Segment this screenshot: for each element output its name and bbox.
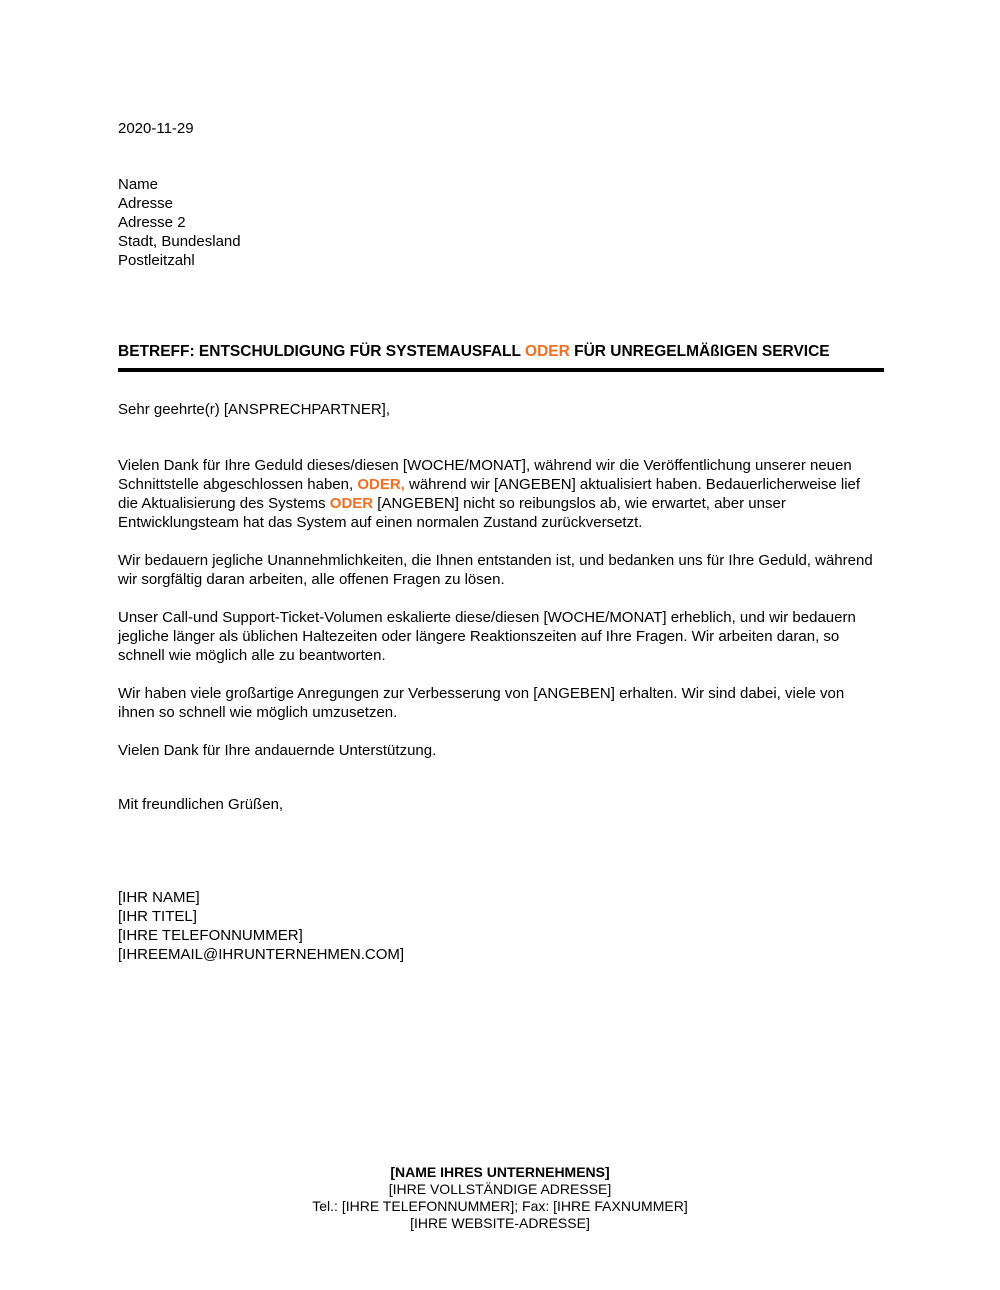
footer-phone-fax: Tel.: [IHRE TELEFONNUMMER]; Fax: [IHRE FAXNUMMER] (312, 1198, 688, 1214)
subject-line (118, 342, 884, 372)
text-segment: Wir bedauern jegliche Unannehmlichkeiten, die Ihnen entstanden ist, und bedanken uns für Ihre Geduld, während wir sorgfältig daran arbeiten, alle offenen Fragen zu lösen. (118, 552, 873, 588)
paragraph-3 (118, 608, 884, 665)
highlighted-text: ODER (329, 495, 374, 512)
text-segment: Unser Call-und Support-Ticket-Volumen eskalierte diese/diesen [WOCHE/MONAT] erheblich, und wir bedauern jegliche länger als üblichen Haltezeiten oder längere Reaktionszeiten auf Ihre Fragen. Wir arbeiten daran, so schnell wie möglich alle zu beantworten. (118, 609, 856, 664)
signature-line: [IHR NAME] (118, 889, 200, 906)
paragraph-4 (118, 684, 884, 722)
text-segment: während wir [ANGEBEN] aktualisiert haben. Bedauerlicherweise lief die Aktualisierung des Systems (118, 476, 861, 512)
signature-block (118, 888, 884, 964)
text-segment: BETREFF: ENTSCHULDIGUNG FÜR SYSTEMAUSFALL (118, 343, 526, 360)
letter-body (118, 0, 884, 964)
recipient-line: Name (118, 176, 159, 193)
recipient-line: Stadt, Bundesland (118, 233, 241, 250)
letter-footer (0, 1164, 1000, 1232)
signature-line: [IHRE TELEFONNUMMER] (118, 927, 303, 944)
closing-salutation: Mit freundlichen Grüßen, (118, 796, 284, 813)
text-segment: Vielen Dank für Ihre Geduld dieses/diesen [WOCHE/MONAT], während wir die Veröffentlichung unserer neuen Schnittstelle abgeschlossen haben, (118, 457, 852, 493)
footer-company-name: [NAME IHRES UNTERNEHMENS] (390, 1164, 610, 1180)
recipient-address-block (118, 175, 884, 270)
recipient-line: Postleitzahl (118, 252, 195, 269)
text-segment: FÜR UNREGELMÄßIGEN SERVICE (569, 343, 830, 360)
signature-line: [IHR TITEL] (118, 908, 197, 925)
text-segment: [ANGEBEN] nicht so reibungslos ab, wie erwartet, aber unser Entwicklungsteam hat das System auf einen normalen Zustand zurückversetzt. (118, 495, 786, 531)
paragraph-5 (118, 741, 884, 760)
footer-website: [IHRE WEBSITE-ADRESSE] (410, 1215, 590, 1231)
letter-date: 2020-11-29 (118, 120, 194, 137)
paragraph-2 (118, 551, 884, 589)
highlighted-text: ODER, (357, 476, 405, 493)
recipient-line: Adresse 2 (118, 214, 186, 231)
text-segment: Wir haben viele großartige Anregungen zur Verbesserung von [ANGEBEN] erhalten. Wir sind dabei, viele von ihnen so schnell wie möglich umzusetzen. (118, 685, 845, 721)
paragraph-1 (118, 456, 884, 532)
signature-line: [IHREEMAIL@IHRUNTERNEHMEN.COM] (118, 946, 405, 963)
highlighted-text: ODER (525, 343, 570, 360)
recipient-line: Adresse (118, 195, 174, 212)
salutation: Sehr geehrte(r) [ANSPRECHPARTNER], (118, 401, 391, 418)
text-segment: Vielen Dank für Ihre andauernde Unterstützung. (118, 742, 437, 759)
footer-address: [IHRE VOLLSTÄNDIGE ADRESSE] (388, 1181, 612, 1197)
